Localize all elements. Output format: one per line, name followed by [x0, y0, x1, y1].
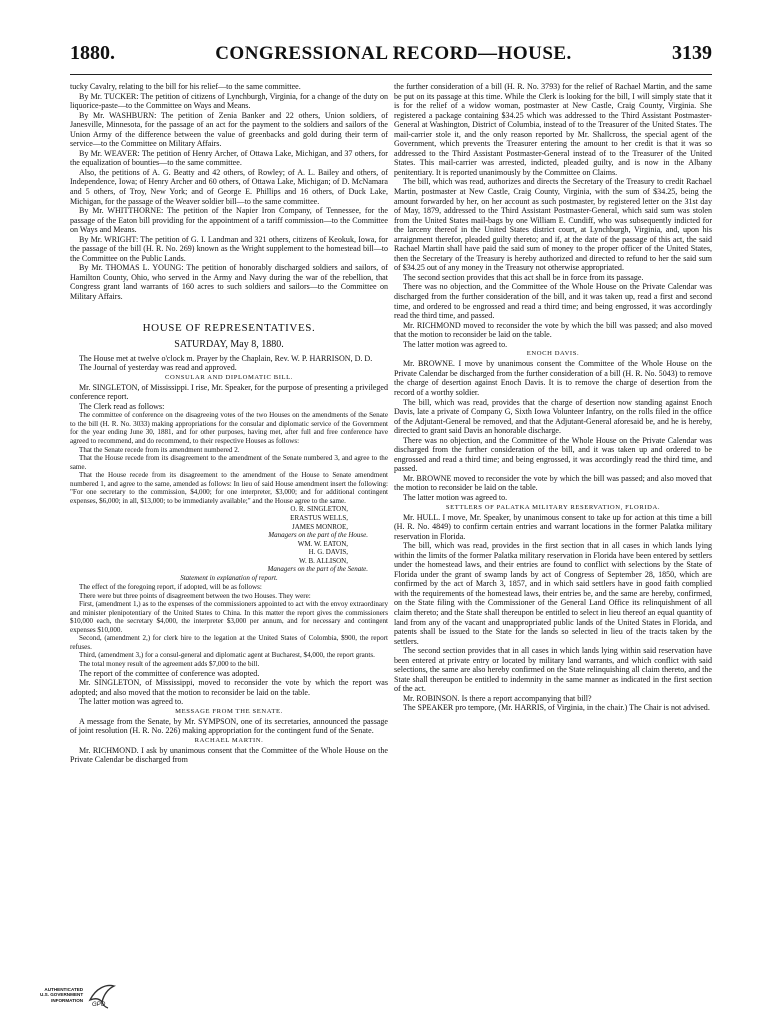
spacer — [70, 310, 388, 314]
right-column — [394, 82, 712, 713]
paragraph: By Mr. THOMAS L. YOUNG: The petition of honorably discharged soldiers and sailors, of Hamilton County, Ohio, who served in the Army and Navy during the war of the rebellion, that Congress grant land warrants of 160 acres to such soldiers and sailors—to the Committee on Military Affairs. — [70, 263, 388, 302]
header-page-number: 3139 — [672, 42, 712, 64]
paragraph: The second section provides that in all cases in which lands lying within said reservation have been entered at private entry or located by military land warrants, and which conflict with said selections, the same are also hereby confirmed on the State relinquishing all claim thereto, and the State shall thereupon be entitled to indemnity in the same manner as indicated in the first section of the act. — [394, 646, 712, 694]
paragraph: That the House recede from its disagreement to the amendment of the House to Senate amendment numbered 1, and agree to the same, amended as follows: In lieu of said House amendment insert the following: "For one secretary to the commission, $4,000; for one interpreter, $3,000; and for additional contingent expenses, $6,000; in all, $13,000; to be immediately available;" and the House agree to the same. — [70, 471, 388, 505]
paragraph: By Mr. WEAVER: The petition of Henry Archer, of Ottawa Lake, Michigan, and 37 others, for the equalization of bounties—to the same committee. — [70, 148, 388, 168]
paragraph: The latter motion was agreed to. — [403, 339, 508, 349]
paragraph: There was no objection, and the Committee of the Whole House on the Private Calendar was discharged from the further consideration of the bill, and it was taken up and ordered to be engrossed and read a third time; and being engrossed, it was accordingly read the third time, and passed. — [394, 435, 712, 474]
paragraph: The Journal of yesterday was read and approved. — [79, 363, 237, 373]
paragraph: The Clerk read as follows: — [79, 401, 165, 411]
auth-line-2: U.S. GOVERNMENT — [40, 992, 84, 998]
page-header — [70, 42, 712, 68]
left-column — [70, 82, 388, 765]
header-title: CONGRESSIONAL RECORD—HOUSE. — [215, 43, 572, 64]
paragraph: By Mr. TUCKER: The petition of citizens of Lynchburgh, Virginia, for a change of the duty on liquorice-paste—to the Committee on Ways and Means. — [70, 91, 388, 111]
paragraph: The second section provides that this act shall be in force from its passage. — [403, 272, 644, 282]
subheading: RACHAEL MARTIN. — [194, 736, 264, 744]
paragraph: There was no objection, and the Committee of the Whole House on the Private Calendar was discharged from the further consideration of the bill, and it was taken up, read a first and second time, and ordered to be engrossed and read a third time; and being engrossed, it was accordingly read the third time, and passed. — [394, 282, 712, 321]
paragraph: Mr. SINGLETON, of Mississippi, moved to reconsider the vote by which the report was adopted; and also moved that the motion to reconsider be laid on the table. — [70, 678, 388, 697]
session-date: SATURDAY, May 8, 1880. — [174, 338, 284, 350]
paragraph: The SPEAKER pro tempore, (Mr. HARRIS, of Virginia, in the chair.) The Chair is not advised. — [403, 703, 710, 713]
auth-line-3: INFORMATION — [51, 997, 84, 1003]
signature-line: O. R. SINGLETON, — [290, 505, 348, 514]
paragraph: The bill, which was read, authorizes and directs the Secretary of the Treasury to credit Rachael Martin, postmaster at New Castle, Craig County, Virginia, with the sum of $34.25, being the amount forwarded by her, on her account as such postmaster, by registered letter on the 31st day of May, 1879, addressed to the Third Assistant Postmaster-General, which said sum was stolen from the United States mail-bags by one William E. Cundiff, who was subsequently indicted for the larceny thereof in the United States district court, at Lynchburgh, Virginia, and, upon his arraignment therefor, pleaded guilty thereto; and if, at the date of the passage of this act, the said Rachael Martin shall have paid the said sum of money to the proper officer of the United States, then the Secretary of the Treasury is hereby authorized and directed to refund to her the said sum of $34.25 out of any money in the Treasury not otherwise appropriated. — [394, 177, 712, 273]
paragraph: the further consideration of a bill (H. R. No. 3793) for the relief of Rachael Martin, and the same be put on its passage at this time. While the Clerk is looking for the bill, I will simply state that it is for the relief of a widow woman, postmaster at New Castle, Craig County, Virginia. She registered a package containing $34.25 which was addressed to the Third Assistant Postmaster-General at Washington, District of Columbia, instead of to the Treasurer of the United States. The mail-carrier stole it, and the only reason reported by Mr. Shallcross, the special agent of the Government, which prevents the Treasurer entering the amount to her credit is that it was so addressed to the Third Assistant Postmaster-General instead of to the Treasurer of the United States. This mail-carrier was arrested, indicted, pleaded guilty, and is now in the Albany penitentiary. It is reported unanimously by the Committee on Claims. — [394, 82, 712, 177]
paragraph: The House met at twelve o'clock m. Prayer by the Chaplain, Rev. W. P. HARRISON, D. D. — [79, 353, 373, 363]
paragraph: The total money result of the agreement adds $7,000 to the bill. — [79, 660, 260, 668]
paragraph: By Mr. WHITTHORNE: The petition of the Napier Iron Company, of Tennessee, for the passage of the Eaton bill providing for the appointment of a tariff commission—to the Committee on Ways and Means. — [70, 206, 388, 235]
section-heading: HOUSE OF REPRESENTATIVES. — [142, 321, 316, 334]
signature-line: ERASTUS WELLS, — [290, 513, 348, 522]
signature-line: H. G. DAVIS, — [308, 548, 348, 557]
paragraph: First, (amendment 1,) as to the expenses of the commissioners appointed to act with the envoy extraordinary and minister plenipotentiary of the United States to China. In this matter the report gives the commissioners $10,000 each, the secretary $4,000, the interpreter $3,000 per annum, and for necessary and contingent expenses $10,000. — [70, 600, 388, 634]
signature-caption: Managers on the part of the Senate. — [267, 565, 368, 574]
paragraph: The latter motion was agreed to. — [79, 697, 184, 707]
paragraph: Mr. BROWNE. I move by unanimous consent the Committee of the Whole House on the Private Calendar be discharged from the further consideration of a bill (H. R. No. 5043) to remove the charge of desertion against Enoch Davis. It is to remove the charge of desertion from the record of a worthy soldier. — [394, 359, 712, 397]
signature-line: JAMES MONROE, — [291, 522, 348, 531]
paragraph: Mr. HULL. I move, Mr. Speaker, by unanimous consent to take up for action at this time a bill (H. R. No. 4849) to confirm certain entries and warrant locations in the former Palatka military reservation in Florida. — [394, 512, 712, 541]
gpo-authentication-seal — [40, 978, 130, 1012]
signature-line: WM. W. EATON, — [297, 539, 348, 548]
signature-line: W. B. ALLISON, — [299, 556, 348, 565]
subheading: SETTLERS OF PALATKA MILITARY RESERVATION, FLORIDA. — [445, 503, 661, 511]
paragraph: Also, the petitions of A. G. Beatty and 42 others, of Rowley; of A. L. Bailey and others, of Independence, Iowa; of Henry Archer and 60 others, of Ottawa Lake, Michigan; of D. McNamara and 5 others, of Troy, New York; and of George E. Phillips and 16 others, of Duck Lake, Michigan, for the passage of the Weaver soldier bill—to the same committee. — [70, 167, 388, 206]
paragraph: The effect of the foregoing report, if adopted, will be as follows: — [79, 583, 262, 592]
paragraph: The latter motion was agreed to. — [403, 492, 508, 502]
paragraph: The bill, which was read, provides in the first section that in all cases in which lands lying within the limits of the former Palatka military reservation in Florida have been entered by settlers under the homestead laws, and their entries are found to conflict with selections by the State of Florida under the grant of swamp lands by act of Congress of September 28, 1850, which are confirmed by the act of March 3, 1857, and in which said settlers have in good faith complied with the requirements of the homestead laws, their entries be, and the same are hereby, confirmed, on the State filing with the Commissioner of the General Land Office its relinquishment of all claim thereto; and the State shall thereupon be entitled to select in lieu thereof an equal quantity of land from any of the vacant and unappropriated public lands of the United States in Florida, and patents shall be issued to the State for the lands so selected in lieu of the tracts taken by the settlers. — [394, 541, 712, 646]
paragraph: By Mr. WASHBURN: The petition of Zenia Banker and 22 others, Union soldiers, of Janesville, Minnesota, for the passage of an act for the payment to the soldiers and sailors of the Union Army of the difference between the value of greenbacks and gold during their term of service—to the Committee on Military Affairs. — [70, 110, 388, 149]
header-year: 1880. — [70, 42, 115, 64]
paragraph: Mr. SINGLETON, of Mississippi. I rise, Mr. Speaker, for the purpose of presenting a privileged conference report. — [70, 382, 388, 402]
paragraph: Mr. RICHMOND moved to reconsider the vote by which the bill was passed; and also moved that the motion to reconsider be laid on the table. — [394, 320, 712, 340]
paragraph: That the House recede from its disagreement to the amendment of the Senate numbered 3, and agree to the same. — [70, 454, 388, 471]
statement-caption: Statement in explanation of report. — [180, 574, 278, 583]
subheading: CONSULAR AND DIPLOMATIC BILL. — [164, 373, 294, 381]
paragraph: A message from the Senate, by Mr. SYMPSON, one of its secretaries, announced the passage of joint resolution (H. R. No. 226) making appropriation for the contingent fund of the Senate. — [70, 716, 388, 736]
paragraph: The bill, which was read, provides that the charge of desertion now standing against Enoch Davis, late a private of Company G, Sixth Iowa Volunteer Infantry, on the rolls filed in the office of the Adjutant-General be removed, and that the Adjutant-General aforesaid be, and he is hereby, directed to grant said Davis an honorable discharge. — [394, 397, 712, 436]
paragraph: tucky Cavalry, relating to the bill for his relief—to the same committee. — [70, 82, 301, 91]
signature-caption: Managers on the part of the House. — [268, 531, 368, 540]
subheading: ENOCH DAVIS. — [526, 350, 580, 358]
paragraph: Third, (amendment 3,) for a consul-general and diplomatic agent at Bucharest, $4,000, the report grants. — [79, 651, 375, 660]
paragraph: The committee of conference on the disagreeing votes of the two Houses on the amendments of the Senate to the bill (H. R. No. 3033) making appropriations for the consular and diplomatic service of the Government for the year ending June 30, 1881, and for other purposes, having met, after full and free conference have agreed to recommend, and do recommend, to their respective Houses as follows: — [70, 411, 388, 445]
paragraph: That the Senate recede from its amendment numbered 2. — [79, 445, 240, 454]
header-rule — [70, 74, 712, 75]
paragraph: Mr. BROWNE moved to reconsider the vote by which the bill was passed; and also moved that the motion to reconsider be laid on the table. — [394, 473, 712, 493]
paragraph: The report of the committee of conference was adopted. — [79, 668, 260, 678]
subheading: MESSAGE FROM THE SENATE. — [175, 707, 283, 715]
paragraph: Second, (amendment 2,) for clerk hire to the legation at the United States of Colombia, $900, the report refuses. — [70, 634, 388, 651]
paragraph: Mr. ROBINSON. Is there a report accompanying that bill? — [403, 693, 592, 703]
paragraph: There were but three points of disagreement between the two Houses. They were: — [79, 591, 311, 600]
paragraph: Mr. RICHMOND. I ask by unanimous consent that the Committee of the Whole House on the Private Calendar be discharged from — [70, 745, 388, 765]
paragraph: By Mr. WRIGHT: The petition of G. I. Landman and 321 others, citizens of Keokuk, Iowa, for the passage of the bill (H. R. No. 269) known as the Wright supplement to the homestead bill—to the Committee on the Public Lands. — [70, 234, 388, 263]
gpo-label: GPO — [92, 1002, 106, 1008]
auth-line-1: AUTHENTICATED — [44, 986, 84, 992]
